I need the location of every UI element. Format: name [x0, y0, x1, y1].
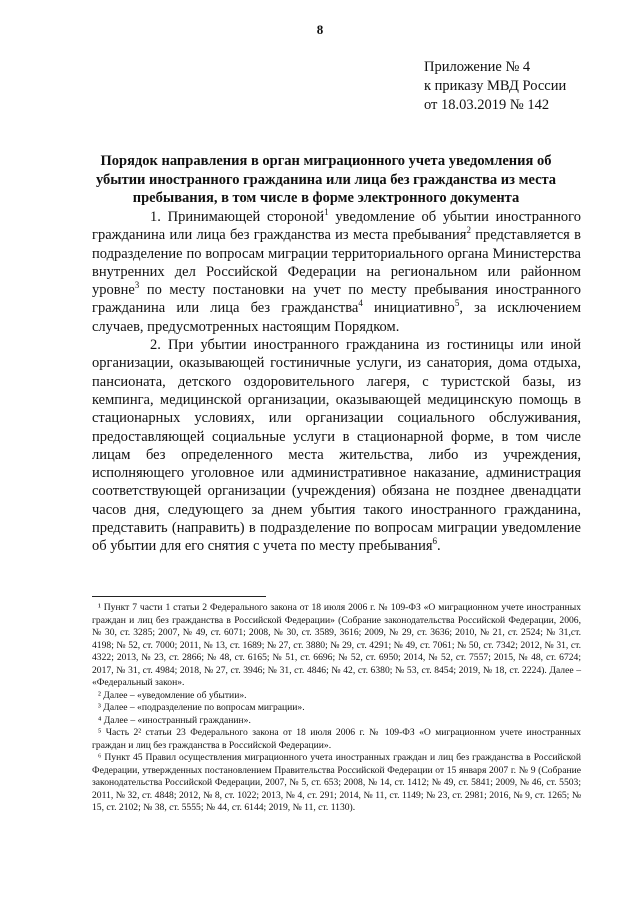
p1-text-a: 1. Принимающей стороной — [150, 209, 325, 225]
footnote-ref-3: 3 — [134, 280, 140, 291]
footnote-1: ¹ Пункт 7 части 1 статьи 2 Федерального закона от 18 июля 2006 г. № 109-ФЗ «О миграционном учете иностранных граждан и лиц без гражданства в Российской Федерации» (Собрание законодательства Российской Федерации, 2006, № 30, ст. 3285; 2007, № 49, ст. 6071; 2008, № 30, ст. 3589, 3616; 2009, № 29, ст. 3636; 2010, № 21, ст. 2524; № 31,ст. 4198; № 52, ст. 7000; 2011, № 13, ст. 1689; № 27, ст. 3880; № 29, ст. 4291; № 49, ст. 7061; № 50, ст. 7342; 2012, № 31, ст. 4322; 2013, № 23, ст. 2866; № 48, ст. 6165; № 51, ст. 6696; № 52, ст. 6950; 2014, № 52, ст. 7557; 2015, № 48, ст. 6724; 2017, № 31, ст. 4984; 2018, № 27, ст. 3946; № 31, ст. 4846; № 42, ст. 6380; № 53, ст. 8454; 2019, № 18, ст. 2224). Далее – «Федеральный закон». — [92, 602, 581, 688]
document-body — [92, 208, 581, 556]
appendix-header — [424, 58, 566, 115]
p1-text-c: представляется в подразделение по вопросам миграции территориального органа Министерства внутренних дел Российской Федерации на региональном или районном уровне — [92, 227, 581, 299]
footnote-ref-4: 4 — [358, 298, 363, 309]
footnote-4: ⁴ Далее – «иностранный гражданин». — [98, 714, 251, 726]
appendix-line-2: к приказу МВД России — [424, 78, 567, 94]
p1-text-b: уведомление об убытии иностранного гражданина или лица без гражданства из места пребывания — [92, 209, 581, 244]
footnote-3: ³ Далее – «подразделение по вопросам миграции». — [98, 702, 305, 713]
p1-text-f: , за исключением случаев, предусмотренных настоящим Порядком. — [92, 300, 582, 335]
appendix-line-3: от 18.03.2019 № 142 — [424, 97, 550, 113]
footnote-5: ⁵ Часть 2² статьи 23 Федерального закона от 18 июля 2006 г. № 109-ФЗ «О миграционном учете иностранных граждан и лиц без гражданства в Российской Федерации». — [92, 727, 581, 751]
page-number: 8 — [316, 22, 324, 37]
document-title: Порядок направления в орган миграционного учета уведомления об убытии иностранного гражданина или лица без гражданства из места пребывания, в том числе в форме электронного документа — [95, 153, 557, 206]
p1-text-d: по месту постановки на учет по месту пребывания иностранного гражданина или лица без гражданства — [92, 282, 581, 317]
appendix-line-1: Приложение № 4 — [424, 59, 531, 75]
footnote-ref-2: 2 — [466, 225, 471, 236]
p2-text-b: . — [437, 538, 441, 555]
footnote-2: ² Далее – «уведомление об убытии». — [98, 689, 247, 701]
paragraph-1 — [92, 208, 581, 336]
paragraph-2 — [92, 336, 581, 556]
p1-text-e: инициативно — [362, 300, 455, 317]
footnote-6: ⁶ Пункт 45 Правил осуществления миграционного учета иностранных граждан и лиц без гражданства в Российской Федерации, утвержденных постановлением Правительства Российской Федерации от 15 января 2007 г. № 9 (Собрание законодательства Российской Федерации, 2007, № 5, ст. 653; 2008, № 14, ст. 1412; № 49, ст. 5841; 2009, № 46, ст. 5503; 2011, № 32, ст. 4848; 2012, № 8, ст. 1022; 2013, № 4, ст. 291; 2014, № 11, ст. 1149; № 23, ст. 2981; 2016, № 9, ст. 1265; № 15, ст. 2102; № 38, ст. 5555; № 44, ст. 6144; 2019, № 11, ст. 1130). — [92, 752, 581, 813]
footnote-divider — [92, 596, 266, 597]
footnote-ref-1: 1 — [324, 207, 329, 218]
footnote-ref-5: 5 — [454, 298, 460, 309]
p2-text-a: 2. При убытии иностранного гражданина из гостиницы или иной организации, оказывающей гостиничные услуги, из санатория, дома отдыха, пансионата, детского оздоровительного лагеря, с туристской базы, из кемпинга, медицинской организации, оказывающей медицинскую помощь в стационарных условиях, или организации социального обслуживания, предоставляющей социальные услуги в стационарной форме, в том числе лицам без определенного места жительства, либо из учреждения, исполняющего уголовное или административное наказание, администрация соответствующей организации (учреждения) обязана не позднее двенадцати часов дня, следующего за днем убытия такого иностранного гражданина, представить (направить) в подразделение по вопросам миграции уведомление об убытии для его снятия с учета по месту пребывания — [92, 337, 581, 555]
footnotes — [92, 602, 581, 815]
footnote-ref-6: 6 — [432, 536, 437, 547]
